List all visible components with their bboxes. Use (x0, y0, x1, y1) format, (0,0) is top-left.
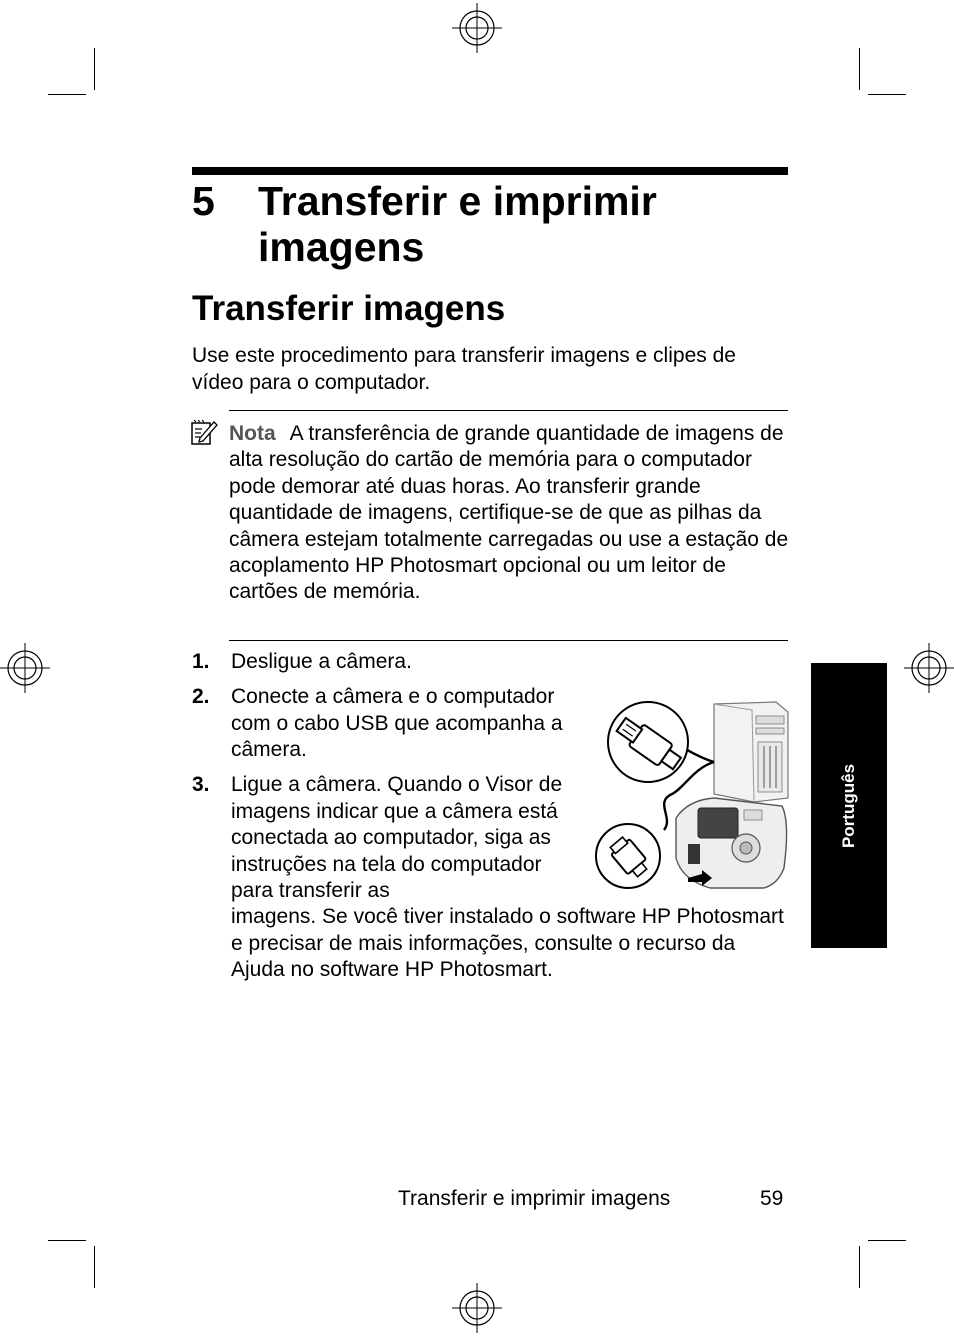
note-body (229, 421, 791, 606)
page-number: 59 (760, 1187, 784, 1210)
crop-mark (48, 1240, 86, 1241)
crop-mark (868, 94, 906, 95)
crop-mark (48, 94, 86, 95)
registration-mark-icon (452, 3, 502, 53)
chapter-rule (192, 167, 788, 175)
usb-connection-illustration (594, 698, 790, 894)
chapter-number: 5 (192, 178, 215, 224)
crop-mark (94, 1246, 95, 1288)
step-number: 3. (192, 773, 210, 796)
registration-mark-icon (0, 643, 50, 693)
language-tab-label: Português (839, 763, 858, 848)
camera-icon (676, 798, 787, 888)
crop-mark (859, 1246, 860, 1288)
step-text: Desligue a câmera. (231, 650, 412, 673)
registration-mark-icon (452, 1283, 502, 1333)
crop-mark (868, 1240, 906, 1241)
note-text: A transferência de grande quantidade de imagens de alta resolução do cartão de memória para o computador pode demorar até duas horas. Ao transferir grande quantidade de imagens, certifique-se de que as pilhas da câmera estejam totalmente carregadas ou use a estação de acoplamento HP Photosmart opcional ou um leitor de cartões de memória. (229, 422, 789, 604)
note-rule-bottom (229, 640, 788, 641)
note-label: Nota (229, 422, 276, 445)
footer-chapter-title: Transferir e imprimir imagens (398, 1187, 671, 1210)
section-title: Transferir imagens (192, 289, 506, 328)
step-number: 2. (192, 685, 210, 708)
note-rule-top (229, 410, 788, 411)
section-intro: Use este procedimento para transferir imagens e clipes de vídeo para o computador. (192, 344, 736, 394)
step-text: Ligue a câmera. Quando o Visor de imagens indicar que a câmera está conectada ao computador, siga as instruções na tela do computador para transferir as (231, 773, 563, 902)
note-pencil-icon (190, 418, 218, 446)
computer-tower-icon (714, 702, 788, 802)
registration-mark-icon (904, 643, 954, 693)
step-number: 1. (192, 650, 210, 673)
crop-mark (859, 48, 860, 90)
step-text: Conecte a câmera e o computador com o cabo USB que acompanha a câmera. (231, 685, 563, 761)
chapter-title: Transferir e imprimir imagens (258, 178, 657, 270)
step-text: imagens. Se você tiver instalado o software HP Photosmart e precisar de mais informações, consulte o recurso da Ajuda no software HP Photosmart. (231, 905, 784, 981)
crop-mark (94, 48, 95, 90)
